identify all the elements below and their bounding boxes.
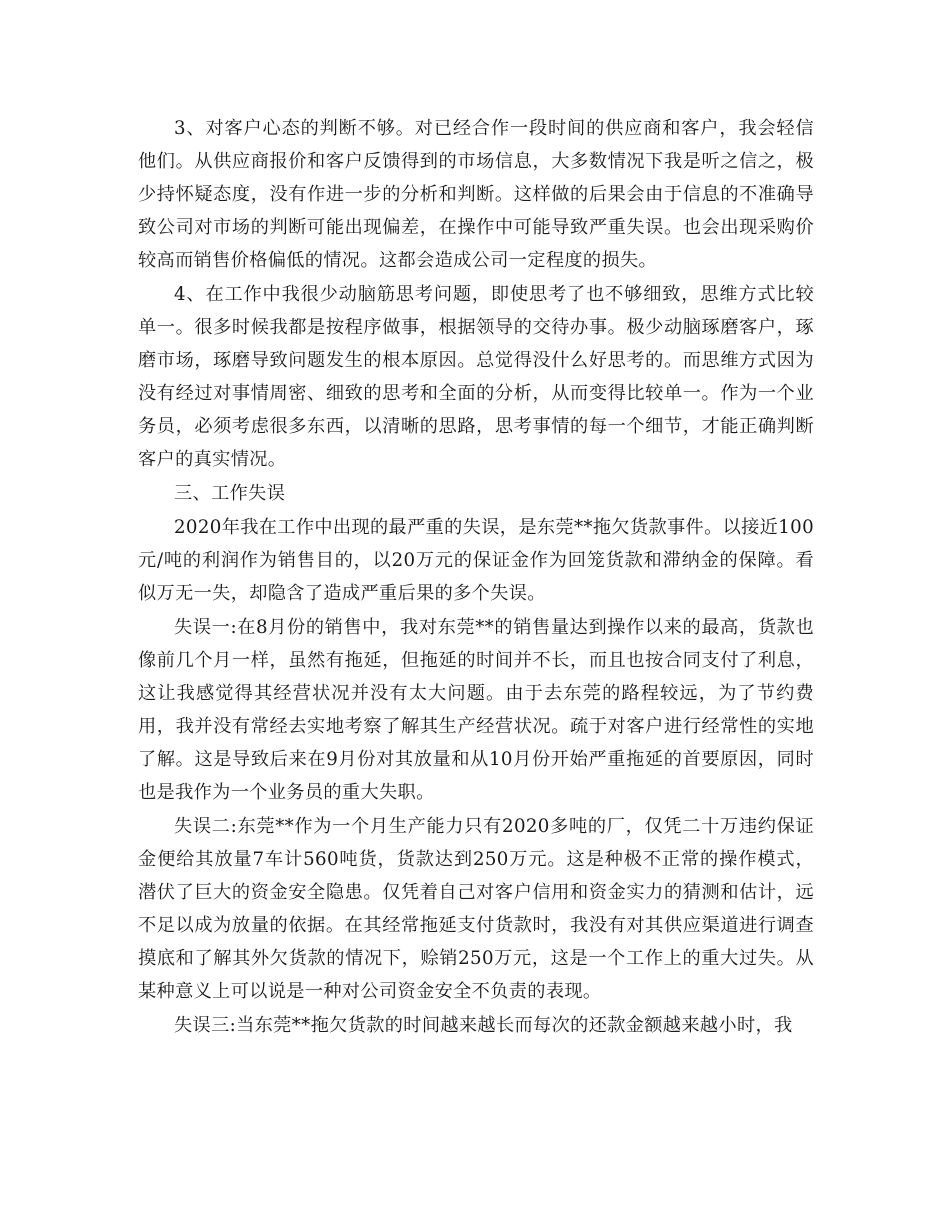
document-body	[138, 112, 814, 1043]
paragraph-mistake-one: 失误一:在8月份的销售中，我对东莞**的销售量达到操作以来的最高，货款也像前几个月一样，虽然有拖延，但拖延的时间并不长，而且也按合同支付了利息，这让我感觉得其经营状况并没有太大问题。由于去东莞的路程较远，为了节约费用，我并没有常经去实地考察了解其生产经营状况。疏于对客户进行经常性的实地了解。这是导致后来在9月份对其放量和从10月份开始严重拖延的首要原因，同时也是我作为一个业务员的重大失职。	[138, 617, 814, 803]
paragraph-customer-judgment: 3、对客户心态的判断不够。对已经合作一段时间的供应商和客户，我会轻信他们。从供应商报价和客户反馈得到的市场信息，大多数情况下我是听之信之，极少持怀疑态度，没有作进一步的分析和判断。这样做的后果会由于信息的不准确导致公司对市场的判断可能出现偏差，在操作中可能导致严重失误。也会出现采购价较高而销售价格偏低的情况。这都会造成公司一定程度的损失。	[138, 118, 814, 271]
section-heading-work-mistakes: 三、工作失误	[174, 483, 286, 504]
paragraph-overview-incident: 2020年我在工作中出现的最严重的失误，是东莞**拖欠货款事件。以接近100元/吨的利润作为销售目的，以20万元的保证金作为回笼货款和滞纳金的保障。看似万无一失，却隐含了造成严重后果的多个失误。	[138, 517, 814, 604]
paragraph-thinking-method: 4、在工作中我很少动脑筋思考问题，即使思考了也不够细致，思维方式比较单一。很多时候我都是按程序做事，根据领导的交待办事。极少动脑琢磨客户，琢磨市场，琢磨导致问题发生的根本原因。总觉得没什么好思考的。而思维方式因为没有经过对事情周密、细致的思考和全面的分析，从而变得比较单一。作为一个业务员，必须考虑很多东西，以清晰的思路，思考事情的每一个细节，才能正确判断客户的真实情况。	[138, 284, 814, 470]
paragraph-mistake-two: 失误二:东莞**作为一个月生产能力只有2020多吨的厂，仅凭二十万违约保证金便给其放量7车计560吨货，货款达到250万元。这是种极不正常的操作模式，潜伏了巨大的资金安全隐患。仅凭着自己对客户信用和资金实力的猜测和估计，远不足以成为放量的依据。在其经常拖延支付货款时，我没有对其供应渠道进行调查摸底和了解其外欠货款的情况下，赊销250万元，这是一个工作上的重大过失。从某种意义上可以说是一种对公司资金安全不负责的表现。	[138, 816, 814, 1002]
paragraph-mistake-three: 失误三:当东莞**拖欠货款的时间越来越长而每次的还款金额越来越小时，我	[174, 1015, 793, 1036]
